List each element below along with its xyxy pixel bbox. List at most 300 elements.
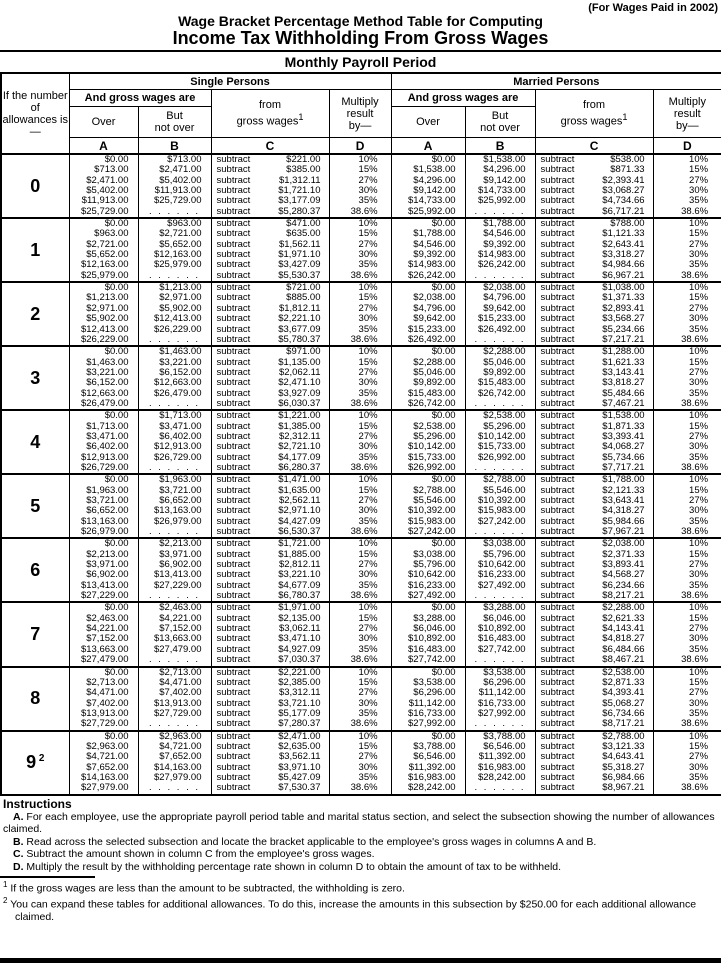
amount-value: $3,471.00 bbox=[86, 430, 129, 442]
multiply-rate: 35% bbox=[689, 195, 709, 207]
amount-value: $27,492.00 bbox=[408, 590, 456, 602]
amount-value: $2,721.00 bbox=[86, 238, 129, 250]
married-over-column bbox=[391, 602, 465, 666]
amount-value: $1,788.00 bbox=[483, 218, 526, 230]
subtract-amount: subtract $1,135.00 bbox=[216, 356, 321, 368]
subtract-amount: subtract $1,788.00 bbox=[540, 474, 645, 486]
amount-value: $13,413.00 bbox=[153, 569, 202, 581]
amount-value: $4,796.00 bbox=[483, 292, 526, 304]
multiply-rate: 10% bbox=[689, 730, 709, 742]
amount-value: $5,652.00 bbox=[86, 249, 129, 261]
amount-value: $7,152.00 bbox=[86, 633, 129, 645]
amount-value: $3,221.00 bbox=[86, 366, 129, 378]
amount-value: $0.00 bbox=[104, 410, 129, 422]
instruction-d: D. Multiply the result by the withholding percentage rate shown in column D to obtain the amount of tax to be withheld. bbox=[13, 860, 562, 873]
multiply-rate: 35% bbox=[358, 451, 378, 463]
multiply-rate: 10% bbox=[689, 602, 709, 614]
multiply-rate: 27% bbox=[358, 623, 378, 635]
amount-value: $2,471.00 bbox=[86, 174, 129, 186]
amount-value: $27,229.00 bbox=[153, 579, 202, 591]
subtract-amount: subtract $885.00 bbox=[216, 292, 321, 304]
married-rate-column bbox=[653, 667, 721, 731]
allowance-group-7 bbox=[1, 602, 721, 666]
amount-value: $6,152.00 bbox=[159, 366, 202, 378]
single-not-over-header: But not over bbox=[138, 107, 211, 138]
amount-value: $11,913.00 bbox=[81, 195, 129, 207]
amount-value: $2,971.00 bbox=[159, 292, 202, 304]
single-subtract-column bbox=[211, 602, 329, 666]
married-col-letter-c: C bbox=[535, 138, 653, 155]
multiply-rate: 30% bbox=[689, 761, 709, 773]
multiply-rate: 15% bbox=[358, 420, 378, 432]
amount-value: $7,402.00 bbox=[86, 697, 129, 709]
amount-value: $1,538.00 bbox=[483, 154, 526, 165]
no-upper-limit-dots: . . . . . . bbox=[148, 269, 201, 281]
amount-value: $14,983.00 bbox=[478, 249, 526, 261]
allowance-count: 5 bbox=[1, 474, 69, 538]
subtract-amount: subtract $3,971.10 bbox=[216, 761, 321, 773]
single-over-column bbox=[69, 667, 138, 731]
amount-value: $6,296.00 bbox=[413, 687, 456, 699]
amount-value: $4,471.00 bbox=[159, 676, 202, 688]
multiply-rate: 27% bbox=[689, 430, 709, 442]
single-col-letter-c: C bbox=[211, 138, 329, 155]
amount-value: $27,729.00 bbox=[153, 707, 202, 719]
amount-value: $9,642.00 bbox=[413, 313, 456, 325]
subtract-amount: subtract $6,030.37 bbox=[216, 397, 321, 409]
amount-value: $9,392.00 bbox=[483, 238, 526, 250]
single-rate-column bbox=[329, 218, 391, 282]
subtract-amount: subtract $1,288.00 bbox=[540, 346, 645, 358]
amount-value: $6,902.00 bbox=[159, 559, 202, 571]
single-not-over-column bbox=[138, 667, 211, 731]
subtract-amount: subtract $1,812.11 bbox=[216, 302, 321, 314]
subtract-amount: subtract $1,371.33 bbox=[540, 292, 645, 304]
amount-value: $0.00 bbox=[104, 730, 129, 742]
single-subtract-column bbox=[211, 346, 329, 410]
single-rate-column bbox=[329, 474, 391, 538]
subtract-amount: subtract $2,221.00 bbox=[216, 666, 321, 678]
subtract-amount: subtract $3,927.09 bbox=[216, 387, 321, 399]
multiply-rate: 35% bbox=[358, 387, 378, 399]
multiply-rate: 15% bbox=[689, 228, 709, 240]
amount-value: $4,471.00 bbox=[86, 687, 129, 699]
amount-value: $27,242.00 bbox=[408, 526, 456, 538]
subtract-amount: subtract $5,780.37 bbox=[216, 333, 321, 345]
allowance-count: 3 bbox=[1, 346, 69, 410]
no-upper-limit-dots: . . . . . . bbox=[148, 333, 201, 345]
amount-value: $10,142.00 bbox=[478, 430, 526, 442]
multiply-rate: 35% bbox=[689, 707, 709, 719]
married-subtract-column bbox=[535, 154, 653, 218]
married-subtract-column bbox=[535, 218, 653, 282]
amount-value: $15,733.00 bbox=[408, 451, 456, 463]
single-not-over-column bbox=[138, 282, 211, 346]
amount-value: $9,892.00 bbox=[413, 377, 456, 389]
subtract-amount: subtract $2,562.11 bbox=[216, 495, 321, 506]
page-bottom-rule bbox=[0, 958, 721, 963]
amount-value: $3,788.00 bbox=[413, 740, 456, 752]
amount-value: $26,479.00 bbox=[153, 387, 202, 399]
multiply-rate: 38.6% bbox=[350, 269, 378, 281]
amount-value: $10,892.00 bbox=[408, 633, 456, 645]
subtract-amount: subtract $2,121.33 bbox=[540, 484, 645, 496]
amount-value: $13,413.00 bbox=[80, 579, 129, 591]
amount-value: $4,221.00 bbox=[159, 612, 202, 624]
subtract-amount: subtract $1,971.00 bbox=[216, 602, 321, 614]
amount-value: $0.00 bbox=[431, 282, 456, 294]
subtract-amount: subtract $3,818.27 bbox=[540, 377, 645, 389]
amount-value: $5,902.00 bbox=[159, 302, 202, 314]
multiply-rate: 38.6% bbox=[350, 782, 378, 794]
married-not-over-header: But not over bbox=[465, 107, 535, 138]
subtract-amount: subtract $3,393.41 bbox=[540, 430, 645, 442]
multiply-rate: 30% bbox=[358, 761, 378, 773]
multiply-rate: 30% bbox=[689, 249, 709, 261]
single-over-column bbox=[69, 346, 138, 410]
amount-value: $6,046.00 bbox=[413, 623, 456, 635]
multiply-rate: 35% bbox=[358, 643, 378, 655]
footnote-2-ref: 2 bbox=[36, 753, 45, 765]
no-upper-limit-dots: . . . . . . bbox=[148, 397, 201, 409]
single-subtract-column bbox=[211, 218, 329, 282]
amount-value: $14,733.00 bbox=[478, 185, 526, 197]
subtract-amount: subtract $6,967.21 bbox=[540, 269, 645, 281]
multiply-rate: 35% bbox=[689, 323, 709, 335]
amount-value: $16,733.00 bbox=[408, 707, 456, 719]
multiply-rate: 15% bbox=[689, 420, 709, 432]
instructions-title: Instructions bbox=[3, 796, 72, 811]
amount-value: $25,979.00 bbox=[80, 269, 129, 281]
amount-value: $12,663.00 bbox=[80, 387, 129, 399]
married-over-column bbox=[391, 474, 465, 538]
multiply-rate: 30% bbox=[358, 185, 378, 197]
amount-value: $5,546.00 bbox=[483, 484, 526, 496]
subtract-amount: subtract $1,038.00 bbox=[540, 282, 645, 294]
amount-value: $27,992.00 bbox=[478, 707, 526, 719]
page-title-line1: Wage Bracket Percentage Method Table for Computing bbox=[178, 13, 543, 29]
withholding-table bbox=[0, 72, 721, 796]
subtract-amount: subtract $3,312.11 bbox=[216, 687, 321, 699]
subtract-amount: subtract $2,393.41 bbox=[540, 174, 645, 186]
amount-value: $26,992.00 bbox=[408, 461, 456, 473]
multiply-rate: 30% bbox=[358, 633, 378, 645]
multiply-rate: 38.6% bbox=[681, 590, 709, 602]
amount-value: $15,483.00 bbox=[408, 387, 456, 399]
multiply-rate: 35% bbox=[358, 579, 378, 591]
subtract-amount: subtract $3,893.41 bbox=[540, 559, 645, 571]
amount-value: $4,296.00 bbox=[483, 164, 526, 176]
amount-value: $13,163.00 bbox=[80, 515, 129, 527]
multiply-rate: 15% bbox=[689, 740, 709, 752]
amount-value: $11,392.00 bbox=[408, 761, 456, 773]
married-subtract-column bbox=[535, 538, 653, 602]
multiply-rate: 30% bbox=[358, 249, 378, 261]
subtract-amount: subtract $2,971.10 bbox=[216, 505, 321, 517]
amount-value: $2,463.00 bbox=[86, 612, 129, 624]
multiply-rate: 15% bbox=[358, 676, 378, 688]
amount-value: $2,213.00 bbox=[86, 548, 129, 560]
multiply-rate: 10% bbox=[689, 666, 709, 678]
single-not-over-column bbox=[138, 538, 211, 602]
multiply-rate: 10% bbox=[689, 410, 709, 422]
amount-value: $0.00 bbox=[104, 154, 129, 165]
married-persons-header: Married Persons bbox=[391, 73, 721, 90]
single-over-column bbox=[69, 218, 138, 282]
allowance-group-6 bbox=[1, 538, 721, 602]
multiply-rate: 15% bbox=[689, 164, 709, 176]
married-rate-column bbox=[653, 731, 721, 795]
subtract-amount: subtract $2,062.11 bbox=[216, 366, 321, 378]
allowance-count: 4 bbox=[1, 410, 69, 474]
no-upper-limit-dots: . . . . . . bbox=[148, 782, 201, 794]
amount-value: $25,992.00 bbox=[478, 195, 526, 207]
multiply-rate: 10% bbox=[358, 538, 378, 550]
multiply-rate: 35% bbox=[358, 259, 378, 271]
amount-value: $1,963.00 bbox=[159, 474, 202, 486]
amount-value: $6,402.00 bbox=[86, 441, 129, 453]
amount-value: $15,233.00 bbox=[408, 323, 456, 335]
subtract-amount: subtract $5,484.66 bbox=[540, 387, 645, 399]
multiply-rate: 10% bbox=[358, 218, 378, 230]
subtract-amount: subtract $4,568.27 bbox=[540, 569, 645, 581]
multiply-rate: 35% bbox=[689, 643, 709, 655]
allowance-count: 0 bbox=[1, 154, 69, 218]
amount-value: $13,663.00 bbox=[80, 643, 129, 655]
multiply-rate: 35% bbox=[358, 515, 378, 527]
amount-value: $14,163.00 bbox=[80, 771, 129, 783]
married-rate-column bbox=[653, 154, 721, 218]
subtract-amount: subtract $1,385.00 bbox=[216, 420, 321, 432]
subtract-amount: subtract $2,312.11 bbox=[216, 430, 321, 442]
subtract-amount: subtract $2,471.10 bbox=[216, 377, 321, 389]
amount-value: $12,913.00 bbox=[80, 451, 129, 463]
multiply-rate: 15% bbox=[358, 228, 378, 240]
multiply-rate: 10% bbox=[358, 602, 378, 614]
subtract-amount: subtract $6,780.37 bbox=[216, 590, 321, 602]
subtract-amount: subtract $3,068.27 bbox=[540, 185, 645, 197]
multiply-rate: 10% bbox=[358, 154, 378, 165]
bracket-table-body bbox=[1, 154, 721, 795]
amount-value: $6,652.00 bbox=[86, 505, 129, 517]
subtract-amount: subtract $2,893.41 bbox=[540, 302, 645, 314]
married-not-over-column bbox=[465, 218, 535, 282]
amount-value: $2,038.00 bbox=[483, 282, 526, 294]
allowance-group-8 bbox=[1, 667, 721, 731]
amount-value: $3,038.00 bbox=[413, 548, 456, 560]
allowance-count: 2 bbox=[1, 282, 69, 346]
amount-value: $3,288.00 bbox=[413, 612, 456, 624]
single-over-column bbox=[69, 474, 138, 538]
multiply-rate: 30% bbox=[689, 441, 709, 453]
instruction-a: A. For each employee, use the appropriate payroll period table and marital status section, and select the subsection showing the number of allowances claimed. bbox=[3, 810, 715, 836]
amount-value: $26,229.00 bbox=[153, 323, 202, 335]
amount-value: $26,242.00 bbox=[478, 259, 526, 271]
married-gross-wages-header: And gross wages are bbox=[391, 90, 535, 107]
amount-value: $28,242.00 bbox=[408, 782, 456, 794]
amount-value: $27,992.00 bbox=[408, 718, 456, 730]
subtract-amount: subtract $2,038.00 bbox=[540, 538, 645, 550]
amount-value: $3,221.00 bbox=[159, 356, 202, 368]
subtract-amount: subtract $8,467.21 bbox=[540, 654, 645, 666]
married-not-over-column bbox=[465, 731, 535, 795]
single-subtract-column bbox=[211, 538, 329, 602]
married-rate-column bbox=[653, 282, 721, 346]
amount-value: $27,242.00 bbox=[478, 515, 526, 527]
multiply-rate: 15% bbox=[358, 612, 378, 624]
subtract-amount: subtract $721.00 bbox=[216, 282, 321, 294]
subtract-amount: subtract $5,530.37 bbox=[216, 269, 321, 281]
multiply-rate: 27% bbox=[689, 366, 709, 378]
amount-value: $9,142.00 bbox=[413, 185, 456, 197]
subtract-amount: subtract $2,538.00 bbox=[540, 666, 645, 678]
amount-value: $15,983.00 bbox=[478, 505, 526, 517]
subtract-amount: subtract $6,484.66 bbox=[540, 643, 645, 655]
subtract-amount: subtract $1,562.11 bbox=[216, 238, 321, 250]
subtract-amount: subtract $7,967.21 bbox=[540, 526, 645, 538]
amount-value: $0.00 bbox=[431, 538, 456, 550]
subtract-amount: subtract $2,643.41 bbox=[540, 238, 645, 250]
single-rate-column bbox=[329, 410, 391, 474]
married-over-column bbox=[391, 538, 465, 602]
amount-value: $7,652.00 bbox=[86, 761, 129, 773]
amount-value: $9,142.00 bbox=[483, 174, 526, 186]
married-subtract-column bbox=[535, 667, 653, 731]
allowance-group-9 bbox=[1, 731, 721, 795]
multiply-rate: 35% bbox=[689, 451, 709, 463]
amount-value: $4,796.00 bbox=[413, 302, 456, 314]
single-col-letter-d: D bbox=[329, 138, 391, 155]
subtract-amount: subtract $5,318.27 bbox=[540, 761, 645, 773]
subtract-amount: subtract $1,721.10 bbox=[216, 185, 321, 197]
married-not-over-column bbox=[465, 154, 535, 218]
amount-value: $0.00 bbox=[431, 666, 456, 678]
multiply-rate: 38.6% bbox=[681, 205, 709, 217]
multiply-rate: 30% bbox=[689, 633, 709, 645]
single-rate-column bbox=[329, 154, 391, 218]
amount-value: $4,721.00 bbox=[159, 740, 202, 752]
amount-value: $10,392.00 bbox=[408, 505, 456, 517]
amount-value: $10,392.00 bbox=[478, 495, 526, 506]
amount-value: $16,483.00 bbox=[408, 643, 456, 655]
single-over-column bbox=[69, 410, 138, 474]
amount-value: $12,913.00 bbox=[153, 441, 202, 453]
amount-value: $0.00 bbox=[104, 218, 129, 230]
subtract-amount: subtract $7,530.37 bbox=[216, 782, 321, 794]
multiply-rate: 30% bbox=[689, 505, 709, 517]
amount-value: $11,142.00 bbox=[478, 687, 526, 699]
subtract-amount: subtract $635.00 bbox=[216, 228, 321, 240]
no-upper-limit-dots: . . . . . . bbox=[148, 526, 201, 538]
amount-value: $4,296.00 bbox=[413, 174, 456, 186]
amount-value: $2,288.00 bbox=[483, 346, 526, 358]
amount-value: $7,152.00 bbox=[159, 623, 202, 635]
amount-value: $5,046.00 bbox=[413, 366, 456, 378]
married-subtract-column bbox=[535, 602, 653, 666]
amount-value: $10,642.00 bbox=[478, 559, 526, 571]
multiply-rate: 27% bbox=[358, 366, 378, 378]
amount-value: $10,642.00 bbox=[408, 569, 456, 581]
amount-value: $0.00 bbox=[431, 154, 456, 165]
multiply-rate: 38.6% bbox=[681, 782, 709, 794]
amount-value: $16,233.00 bbox=[478, 569, 526, 581]
allowance-count: 8 bbox=[1, 667, 69, 731]
allowance-count: 1 bbox=[1, 218, 69, 282]
subtract-amount: subtract $3,643.41 bbox=[540, 495, 645, 506]
subtract-amount: subtract $8,967.21 bbox=[540, 782, 645, 794]
amount-value: $0.00 bbox=[104, 602, 129, 614]
married-not-over-column bbox=[465, 282, 535, 346]
allowance-group-0 bbox=[1, 154, 721, 218]
amount-value: $16,983.00 bbox=[408, 771, 456, 783]
amount-value: $0.00 bbox=[431, 410, 456, 422]
multiply-rate: 30% bbox=[689, 569, 709, 581]
no-upper-limit-dots: . . . . . . bbox=[474, 526, 526, 538]
amount-value: $27,742.00 bbox=[478, 643, 526, 655]
amount-value: $14,733.00 bbox=[408, 195, 456, 207]
subtract-amount: subtract $971.00 bbox=[216, 346, 321, 358]
subtract-amount: subtract $1,621.33 bbox=[540, 356, 645, 368]
subtract-amount: subtract $3,677.09 bbox=[216, 323, 321, 335]
amount-value: $3,721.00 bbox=[86, 495, 129, 506]
amount-value: $0.00 bbox=[431, 218, 456, 230]
amount-value: $27,729.00 bbox=[80, 718, 129, 730]
amount-value: $2,788.00 bbox=[413, 484, 456, 496]
amount-value: $26,979.00 bbox=[80, 526, 129, 538]
amount-value: $3,788.00 bbox=[483, 730, 526, 742]
subtract-amount: subtract $4,643.41 bbox=[540, 751, 645, 763]
no-upper-limit-dots: . . . . . . bbox=[474, 461, 526, 473]
multiply-rate: 35% bbox=[689, 771, 709, 783]
allowance-group-4 bbox=[1, 410, 721, 474]
allowance-group-1 bbox=[1, 218, 721, 282]
multiply-rate: 35% bbox=[358, 707, 378, 719]
amount-value: $6,546.00 bbox=[413, 751, 456, 763]
footnote-2: $^2$ You can expand these tables for additional allowances. To do this, increase the amounts in this subsection by $250.00 for each additional allowance claimed. bbox=[3, 896, 697, 924]
page-title-line2: Income Tax Withholding From Gross Wages bbox=[172, 28, 549, 48]
subtract-amount: subtract $6,530.37 bbox=[216, 526, 321, 538]
multiply-rate: 15% bbox=[689, 356, 709, 368]
amount-value: $5,046.00 bbox=[483, 356, 526, 368]
multiply-rate: 38.6% bbox=[350, 333, 378, 345]
single-subtract-column bbox=[211, 410, 329, 474]
multiply-rate: 27% bbox=[358, 559, 378, 571]
amount-value: $1,788.00 bbox=[413, 228, 456, 240]
amount-value: $5,296.00 bbox=[413, 430, 456, 442]
multiply-rate: 30% bbox=[358, 313, 378, 325]
subtract-amount: subtract $2,871.33 bbox=[540, 676, 645, 688]
subtract-amount: subtract $3,721.10 bbox=[216, 697, 321, 709]
amount-value: $5,546.00 bbox=[413, 495, 456, 506]
subtract-amount: subtract $6,734.66 bbox=[540, 707, 645, 719]
subtract-amount: subtract $3,471.10 bbox=[216, 633, 321, 645]
subtract-amount: subtract $7,280.37 bbox=[216, 718, 321, 730]
multiply-rate: 15% bbox=[689, 484, 709, 496]
married-col-letter-d: D bbox=[653, 138, 721, 155]
subtract-amount: subtract $5,177.09 bbox=[216, 707, 321, 719]
single-subtract-column bbox=[211, 154, 329, 218]
multiply-rate: 35% bbox=[689, 387, 709, 399]
amount-value: $25,979.00 bbox=[153, 259, 202, 271]
amount-value: $0.00 bbox=[431, 730, 456, 742]
multiply-rate: 38.6% bbox=[681, 526, 709, 538]
single-rate-column bbox=[329, 282, 391, 346]
single-col-letter-a: A bbox=[69, 138, 138, 155]
multiply-rate: 15% bbox=[358, 356, 378, 368]
amount-value: $26,992.00 bbox=[478, 451, 526, 463]
allowance-count: 9 $^2$ bbox=[1, 731, 69, 795]
amount-value: $3,538.00 bbox=[483, 666, 526, 678]
